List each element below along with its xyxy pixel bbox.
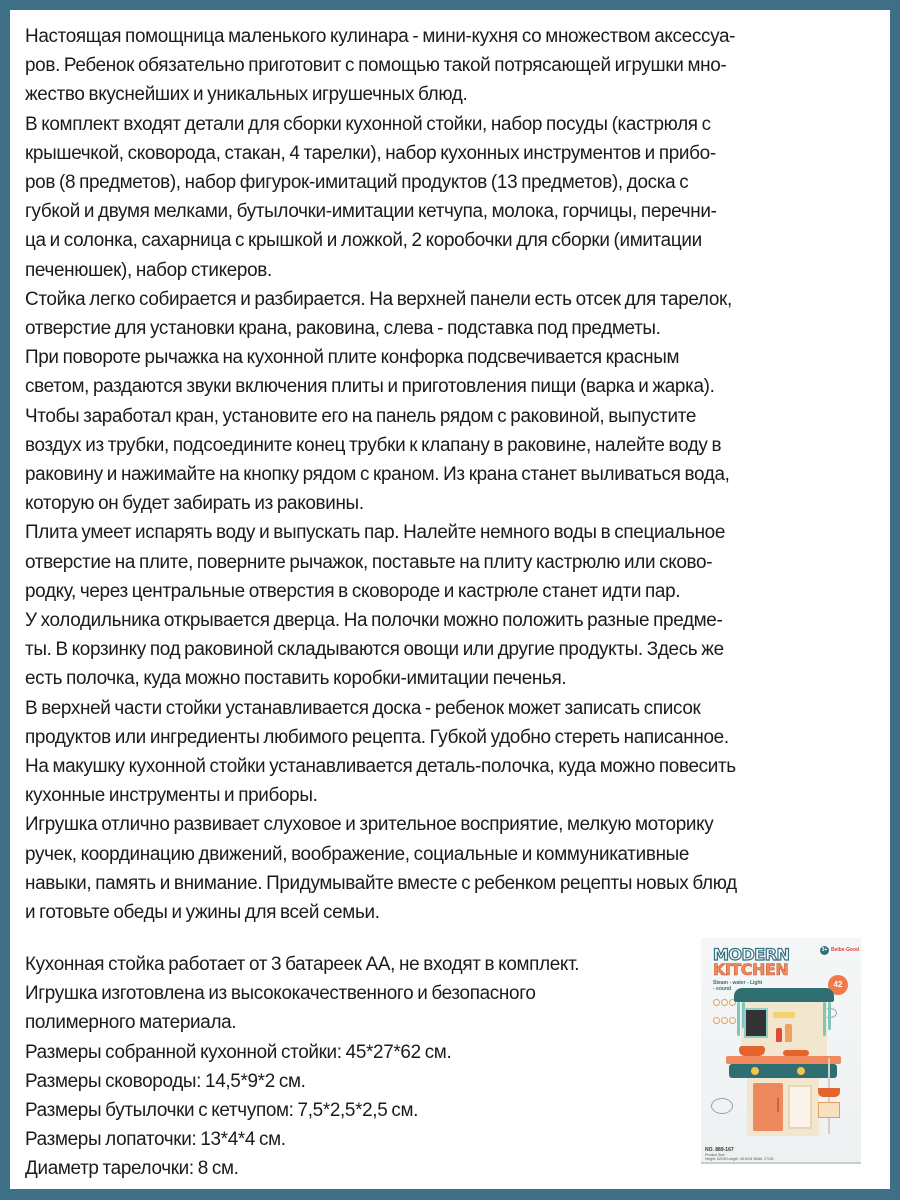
description-line: светом, раздаются звуки включения плиты и приготовления пищи (варка и жарка). [25, 375, 715, 398]
description-line: жество вкуснейших и уникальных игрушечных блюд. [25, 83, 468, 106]
kitchen-stove [729, 1064, 837, 1078]
spec-line: полимерного материала. [25, 1011, 237, 1034]
product-box-image [701, 938, 861, 1164]
fridge-handle [777, 1098, 779, 1112]
description-line: раковину и нажимайте на кнопку рядом с краном. Из крана станет выливаться вода, [25, 463, 730, 486]
vegetable-basket-icon [818, 1088, 840, 1097]
description-line: Настоящая помощница маленького кулинара - мини-кухня со множеством аксессуа- [25, 25, 736, 47]
spec-line: Кухонная стойка работает от 3 батареек АА, не входят в комплект. [25, 953, 580, 975]
description-text [25, 22, 853, 927]
cabinet-shelf [788, 1085, 812, 1129]
kitchen-top-shelf [734, 988, 834, 1002]
pieces-count-badge: 42 [828, 975, 848, 995]
cookie-box-icon [818, 1102, 840, 1118]
description-line: У холодильника открывается дверца. На полочки можно положить разные предме- [25, 609, 723, 632]
description-line: которую он будет забирать из раковины. [25, 492, 364, 515]
sketch-decoration [711, 1098, 733, 1114]
model-number: NO. 889-167 [705, 1147, 734, 1153]
utensil-icon [823, 1002, 826, 1036]
spec-line: Диаметр тарелочки: 8 см. [25, 1157, 239, 1180]
box-title-modern: MODERN [713, 945, 790, 964]
description-line: ров (8 предметов), набор фигурок-имитаций продуктов (13 предметов), доска с [25, 171, 689, 194]
description-line: есть полочка, куда можно поставить коробки-имитации печенья. [25, 667, 567, 690]
spec-line: Игрушка изготовлена из высококачественного и безопасного [25, 982, 536, 1005]
description-line: ца и солонка, сахарница с крышкой и ложкой, 2 коробочки для сборки (имитации [25, 229, 702, 252]
age-badge: 3+ [821, 947, 828, 953]
description-line: При повороте рычажка на кухонной плите конфорка подсвечивается красным [25, 346, 680, 369]
box-title-kitchen: KITCHEN [713, 960, 789, 979]
spec-line: Размеры бутылочки с кетчупом: 7,5*2,5*2,5 см. [25, 1099, 419, 1122]
stove-knob-icon [797, 1067, 805, 1075]
description-line: и готовьте обеды и ужины для всей семьи. [25, 901, 380, 924]
description-line: печенюшек), набор стикеров. [25, 258, 272, 281]
feature-icon [713, 1017, 720, 1024]
spec-line: Размеры лопаточки: 13*4*4 см. [25, 1128, 286, 1151]
brand-logo: Beibe Good [831, 947, 860, 953]
description-line: ты. В корзинку под раковиной складываются овощи или другие продукты. Здесь же [25, 638, 724, 661]
description-line: В комплект входят детали для сборки кухонной стойки, набор посуды (кастрюля с [25, 112, 711, 135]
sauce-bottle-icon [785, 1024, 792, 1042]
description-line: На макушку кухонной стойки устанавливается деталь-полочка, куда можно повесить [25, 755, 736, 778]
description-line: губкой и двумя мелками, бутылочки-имитации кетчупа, молока, горчицы, перечни- [25, 200, 717, 223]
description-line: воздух из трубки, подсоедините конец трубки к клапану в раковине, налейте воду в [25, 433, 722, 456]
ketchup-bottle-icon [776, 1028, 782, 1042]
size-value: Height: 62CM Length: 45.5CM Width: 27CM [705, 1157, 774, 1161]
stove-knob-icon [751, 1067, 759, 1075]
description-line: родку, через центральные отверстия в сковороде и кастрюле станет идти пар. [25, 579, 681, 602]
description-line: отверстие для установки крана, раковина, слева - подставка под предметы. [25, 317, 661, 340]
utensil-icon [737, 1002, 740, 1036]
box-footer [705, 1148, 773, 1161]
description-line: Игрушка отлично развивает слуховое и зрительное восприятие, мелкую моторику [25, 813, 714, 836]
description-line: В верхней части стойки устанавливается доска - ребенок может записать список [25, 696, 701, 719]
description-line: продуктов или ингредиенты любимого рецепта. Губкой удобно стереть написанное. [25, 725, 729, 748]
description-line: ручек, координацию движений, воображение, социальные и коммуникативные [25, 842, 690, 865]
feature-icon [729, 1017, 736, 1024]
pot-icon [739, 1046, 765, 1056]
specifications-list [25, 950, 579, 1184]
description-line: кухонные инструменты и приборы. [25, 784, 318, 807]
feature-icon [713, 999, 720, 1006]
description-line: крышечкой, сковорода, стакан, 4 тарелки), набор кухонных инструментов и прибо- [25, 141, 716, 164]
box-subtitle: Steam - water - Light - sound [713, 980, 763, 992]
size-label: Product Size [705, 1153, 725, 1157]
description-line: Стойка легко собирается и разбирается. На верхней панели есть отсек для тарелок, [25, 287, 732, 310]
feature-icon [721, 999, 728, 1006]
description-line: Плита умеет испарять воду и выпускать пар. Налейте немного воды в специальное [25, 521, 726, 544]
description-line: ров. Ребенок обязательно приготовит с помощью такой потрясающей игрушки мно- [25, 54, 727, 77]
description-line: навыки, память и внимание. Придумывайте вместе с ребенком рецепты новых блюд [25, 871, 737, 894]
spec-line: Размеры сковороды: 14,5*9*2 см. [25, 1069, 306, 1092]
spec-line: Размеры собранной кухонной стойки: 45*27*62 см. [25, 1040, 452, 1063]
chalkboard [744, 1008, 768, 1038]
feature-icon [721, 1017, 728, 1024]
utensil-icon [828, 1002, 831, 1030]
description-line: отверстие на плите, поверните рычажок, поставьте на плиту кастрюлю или сково- [25, 550, 713, 573]
kitchen-counter [726, 1056, 841, 1064]
product-description-card [10, 10, 890, 1189]
kitchen-shelf [773, 1012, 795, 1018]
description-line: Чтобы заработал кран, установите его на панель рядом с раковиной, выпустите [25, 404, 697, 427]
